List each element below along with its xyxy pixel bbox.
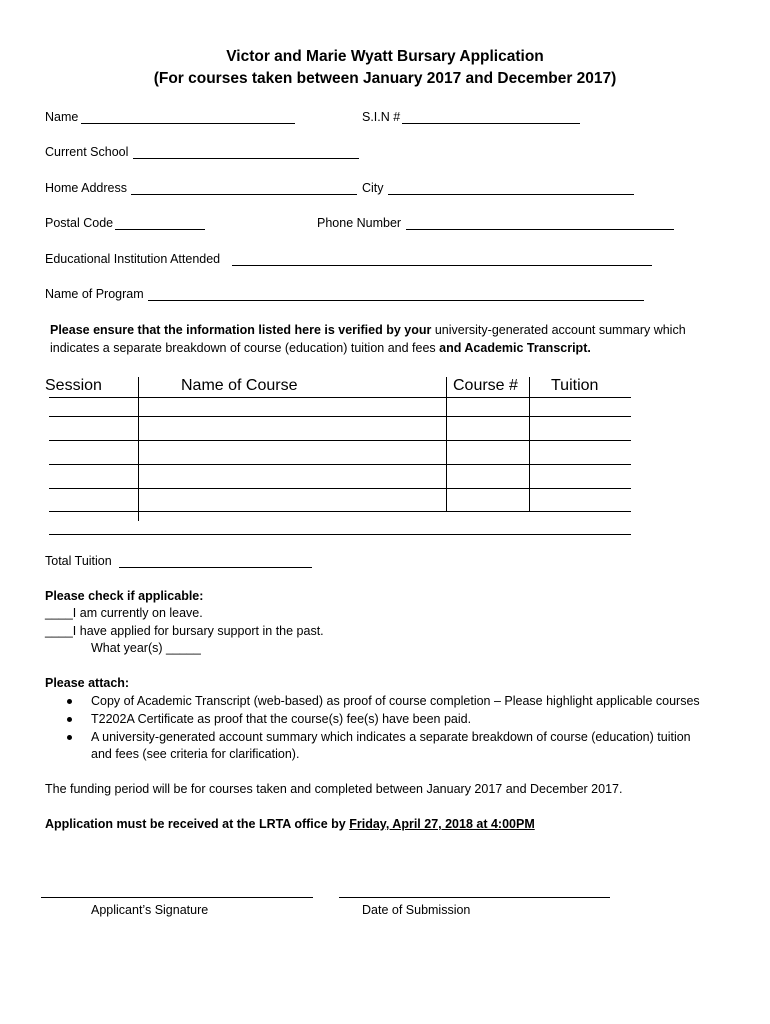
current-school-label: Current School (45, 145, 129, 159)
city-field[interactable] (388, 194, 634, 195)
checks-heading: Please check if applicable: (45, 589, 204, 603)
header-course-name: Name of Course (181, 377, 298, 394)
sin-label: S.I.N # (362, 110, 401, 124)
program-label: Name of Program (45, 287, 144, 301)
notice-line-1 (50, 323, 686, 337)
check-on-leave[interactable]: ____I am currently on leave. (45, 606, 203, 620)
attach-item: Copy of Academic Transcript (web-based) as proof of course completion – Please highlight applicable courses (91, 694, 700, 708)
notice-normal: university-generated account summary which (434, 323, 686, 337)
column-divider (138, 377, 139, 521)
current-school-field[interactable] (133, 158, 359, 159)
column-divider (529, 377, 530, 512)
attach-heading: Please attach: (45, 676, 130, 690)
table-row[interactable] (49, 416, 631, 417)
header-session: Session (45, 377, 102, 394)
name-label: Name (45, 110, 79, 124)
table-row[interactable] (49, 440, 631, 441)
bullet-icon (67, 699, 72, 704)
applicant-signature-label: Applicant’s Signature (91, 903, 209, 917)
attach-item: T2202A Certificate as proof that the course(s) fee(s) have been paid. (91, 712, 472, 726)
total-tuition-label: Total Tuition (45, 554, 112, 568)
name-field[interactable] (81, 123, 295, 124)
deadline-date: Friday, April 27, 2018 at 4:00PM (349, 817, 535, 831)
deadline-prefix: Application must be received at the LRTA office by (45, 817, 346, 831)
notice-normal-2: indicates a separate breakdown of course (education) tuition and fees (50, 341, 436, 355)
phone-number-label: Phone Number (317, 216, 402, 230)
postal-code-label: Postal Code (45, 216, 114, 230)
deadline-text (45, 817, 535, 831)
city-label: City (362, 181, 384, 195)
funding-period-text: The funding period will be for courses taken and completed between January 2017 and December 2017. (45, 782, 623, 796)
submission-date-field[interactable] (339, 897, 610, 898)
institution-label: Educational Institution Attended (45, 252, 221, 266)
notice-bold: Please ensure that the information listed here is verified by your (50, 323, 432, 337)
postal-code-field[interactable] (115, 229, 205, 230)
applicant-signature-field[interactable] (41, 897, 313, 898)
institution-field[interactable] (232, 265, 652, 266)
submission-date-label: Date of Submission (362, 903, 471, 917)
attach-item: A university-generated account summary which indicates a separate breakdown of course (education) tuition (91, 730, 691, 744)
form-subtitle: (For courses taken between January 2017 and December 2017) (153, 70, 617, 87)
table-row[interactable] (49, 511, 631, 512)
header-tuition: Tuition (551, 377, 599, 394)
column-divider (446, 377, 447, 512)
notice-line-2 (50, 341, 591, 355)
table-header-rule (49, 397, 631, 398)
home-address-label: Home Address (45, 181, 127, 195)
table-row[interactable] (49, 488, 631, 489)
bullet-icon (67, 717, 72, 722)
bullet-icon (67, 735, 72, 740)
notice-bold-2: and Academic Transcript. (439, 341, 591, 355)
program-field[interactable] (148, 300, 644, 301)
sin-field[interactable] (402, 123, 580, 124)
check-prior-support[interactable]: ____I have applied for bursary support in the past. (45, 624, 324, 638)
home-address-field[interactable] (131, 194, 357, 195)
table-row[interactable] (49, 464, 631, 465)
attach-item-continued: and fees (see criteria for clarification). (91, 747, 300, 761)
form-title: Victor and Marie Wyatt Bursary Application (226, 48, 544, 65)
header-course-number: Course # (453, 377, 518, 394)
phone-number-field[interactable] (406, 229, 674, 230)
what-years-field[interactable]: What year(s) _____ (91, 641, 201, 655)
table-bottom-rule (49, 534, 631, 535)
total-tuition-field[interactable] (119, 567, 312, 568)
